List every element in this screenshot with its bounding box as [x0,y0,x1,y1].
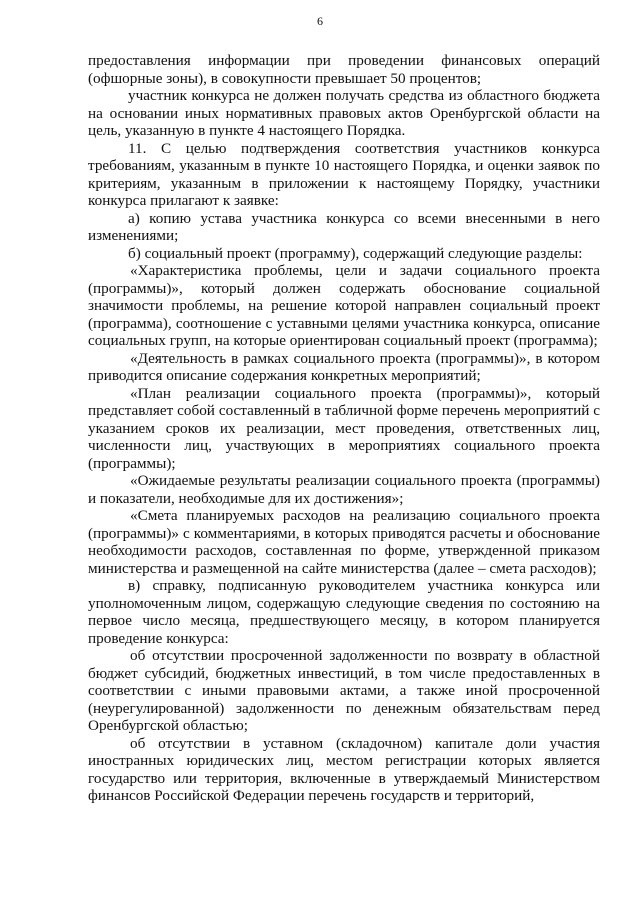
page-number: 6 [317,14,323,28]
paragraph-section-activity: «Деятельность в рамках социального проекта (программы)», в котором приводится описание содержания конкретных мероприятий; [88,349,600,384]
paragraph-offshore-continuation: предоставления информации при проведении финансовых операций (офшорные зоны), в совокупности превышает 50 процентов; [88,52,600,87]
paragraph-section-budget: «Смета планируемых расходов на реализацию социального проекта (программы)» с комментариями, в которых приводятся расчеты и обоснование необходимости расходов, составленная по форме, утвержденной приказом министерства и размещенной на сайте министерства (далее – смета расходов); [88,507,600,577]
paragraph-subitem-v: в) справку, подписанную руководителем участника конкурса или уполномоченным лицом, содержащую следующие сведения по состоянию на первое число месяца, предшествующего месяцу, в котором планируется проведение конкурса: [88,577,600,647]
paragraph-section-plan: «План реализации социального проекта (программы)», который представляет собой составленный в табличной форме перечень мероприятий с указанием сроков их реализации, мест проведения, ответственных лиц, численности лиц, участвующих в мероприятиях социального проекта (программы); [88,384,600,472]
paragraph-section-problem: «Характеристика проблемы, цели и задачи социального проекта (программы)», который должен содержать обоснование социальной значимости проблемы, на решение которой направлен социальный проект (программа), соотношение с уставными целями участника конкурса, описание социальных групп, на которые ориентирован социальный проект (программа); [88,262,600,349]
paragraph-no-overdue-debt: об отсутствии просроченной задолженности по возврату в областной бюджет субсидий, бюджетных инвестиций, в том числе предоставленных в соответствии с иными правовыми актами, а также иной просроченной (неурегулированной) задолженности по денежным обязательствам перед Оренбургской областью; [88,647,600,734]
document-body [88,52,600,805]
paragraph-subitem-a: а) копию устава участника конкурса со всеми внесенными в него изменениями; [88,209,600,244]
paragraph-no-regional-funds: участник конкурса не должен получать средства из областного бюджета на основании иных нормативных правовых актов Оренбургской области на цель, указанную в пункте 4 настоящего Порядка. [88,87,600,139]
paragraph-no-foreign-share: об отсутствии в уставном (складочном) капитале доли участия иностранных юридических лиц, местом регистрации которых является государство или территория, включенные в утверждаемый Министерством финансов Российской Федерации перечень государств и территорий, [88,734,600,804]
paragraph-section-results: «Ожидаемые результаты реализации социального проекта (программы) и показатели, необходимые для их достижения»; [88,472,600,507]
paragraph-item-11: 11. С целью подтверждения соответствия участников конкурса требованиям, указанным в пункте 10 настоящего Порядка, и оценки заявок по критериям, указанным в приложении к настоящему Порядку, участники конкурса прилагают к заявке: [88,139,600,209]
paragraph-subitem-b: б) социальный проект (программу), содержащий следующие разделы: [128,244,583,262]
